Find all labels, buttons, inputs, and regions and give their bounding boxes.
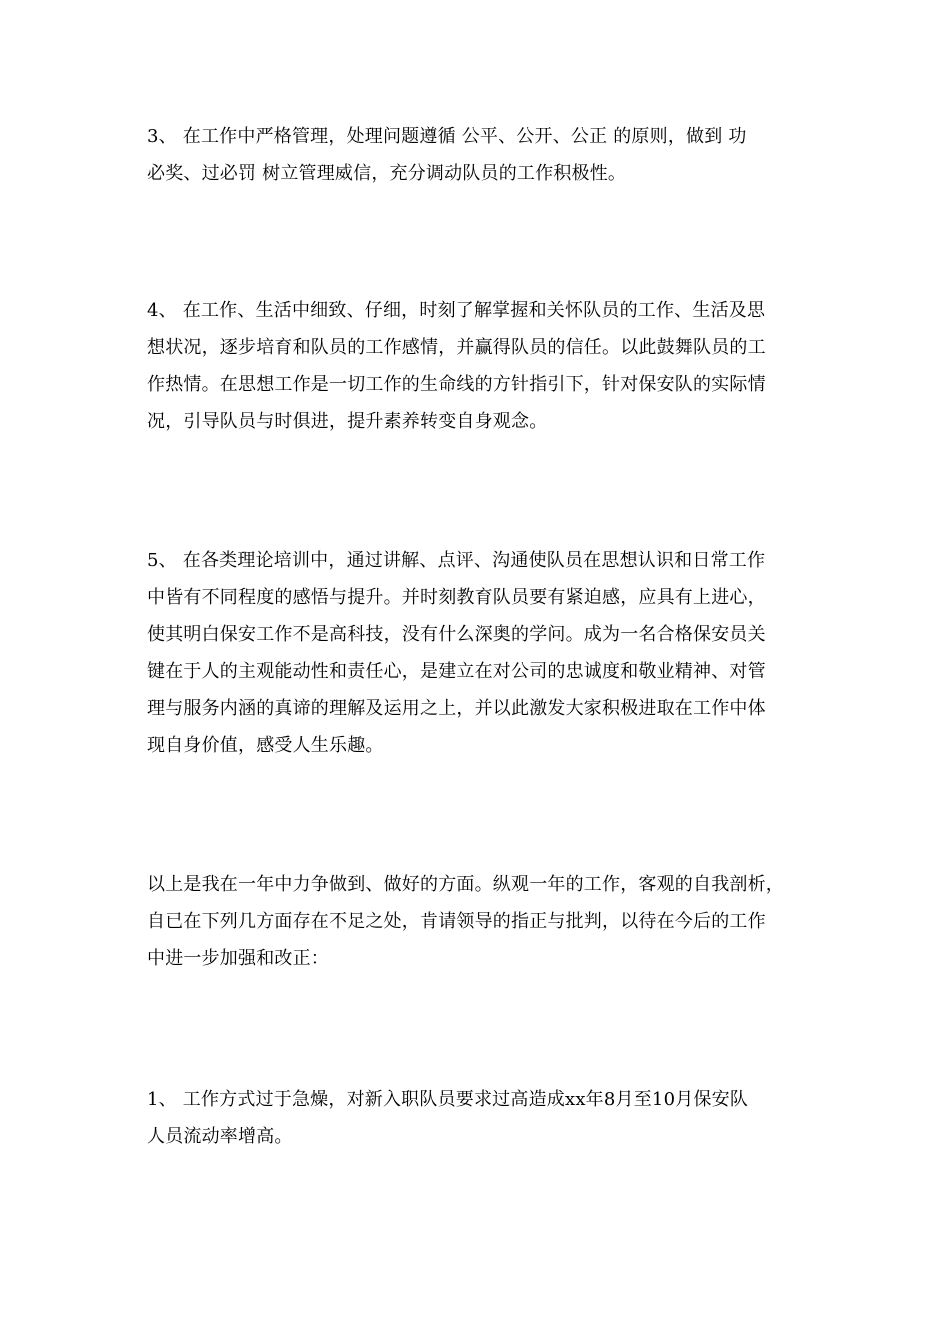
- text-line: 理与服务内涵的真谛的理解及运用之上，并以此激发大家积极进取在工作中体: [147, 698, 766, 719]
- text-line: 中进一步加强和改正：: [147, 948, 329, 969]
- text-line: 以上是我在一年中力争做到、做好的方面。纵观一年的工作，客观的自我剖析，: [147, 874, 784, 895]
- text-line: 键在于人的主观能动性和责任心，是建立在对公司的忠诚度和敬业精神、对管: [147, 661, 766, 682]
- text-line: 况，引导队员与时俱进，提升素养转变自身观念。: [147, 411, 548, 432]
- text-line: 中皆有不同程度的感悟与提升。并时刻教育队员要有紧迫感，应具有上进心，: [147, 587, 766, 608]
- text-line: 自已在下列几方面存在不足之处，肯请领导的指正与批判，以待在今后的工作: [147, 911, 766, 932]
- paragraph-shortcoming-1: [147, 1081, 827, 1155]
- text-line: 使其明白保安工作不是高科技，没有什么深奥的学问。成为一名合格保安员关: [147, 624, 766, 645]
- paragraph-item-3: [147, 118, 827, 192]
- paragraph-item-5: [147, 542, 827, 764]
- text-line: 5、 在各类理论培训中，通过讲解、点评、沟通使队员在思想认识和日常工作: [147, 550, 766, 571]
- paragraph-summary: [147, 866, 827, 977]
- text-line: 3、 在工作中严格管理，处理问题遵循 公平、公开、公正 的原则，做到 功: [147, 126, 747, 147]
- text-line: 4、 在工作、生活中细致、仔细，时刻了解掌握和关怀队员的工作、生活及思: [147, 300, 766, 321]
- text-line: 现自身价值，感受人生乐趣。: [147, 735, 384, 756]
- text-line: 1、 工作方式过于急燥，对新入职队员要求过高造成xx年8月至10月保安队: [147, 1089, 749, 1110]
- paragraph-item-4: [147, 292, 827, 440]
- text-line: 想状况，逐步培育和队员的工作感情，并赢得队员的信任。以此鼓舞队员的工: [147, 337, 766, 358]
- text-line: 必奖、过必罚 树立管理威信，充分调动队员的工作积极性。: [147, 163, 627, 184]
- text-line: 作热情。在思想工作是一切工作的生命线的方针指引下，针对保安队的实际情: [147, 374, 766, 395]
- text-line: 人员流动率增高。: [147, 1126, 293, 1147]
